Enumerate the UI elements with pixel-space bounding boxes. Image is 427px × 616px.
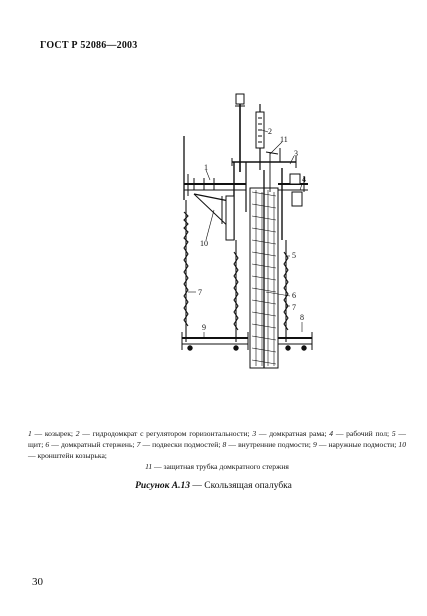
callout-7-left: 7	[198, 288, 202, 297]
legend-item-10: 10 — кронштейн козырька;	[28, 440, 406, 460]
figure-caption	[0, 481, 427, 491]
callout-4: 4	[302, 175, 306, 184]
callout-6: 6	[292, 291, 296, 300]
callout-8: 8	[300, 313, 304, 322]
callout-7-right: 7	[292, 303, 296, 312]
legend-item-5: 5 — щит;	[28, 429, 406, 449]
page-number: 30	[32, 576, 43, 588]
slipform-drawing	[170, 92, 320, 372]
legend-item-7: 7 — подвески подмостей;	[136, 440, 223, 449]
legend-item-3: 3 — домкратная рама;	[252, 429, 330, 438]
caption-label: Рисунок А.13	[135, 481, 191, 491]
legend-item-6: 6 — домкратный стержень;	[45, 440, 137, 449]
legend-item-1: 1 — козырек;	[28, 429, 76, 438]
callout-2: 2	[268, 127, 272, 136]
figure-legend	[28, 428, 406, 472]
callout-3: 3	[294, 149, 298, 158]
callout-11: 11	[280, 135, 288, 144]
caption-title: — Скользящая опалубка	[190, 481, 292, 491]
legend-item-9: 9 — наружные подмости;	[312, 440, 399, 449]
callout-5: 5	[292, 251, 296, 260]
callout-10: 10	[200, 239, 208, 248]
legend-item-4: 4 — рабочий пол;	[329, 429, 392, 438]
callout-9: 9	[202, 323, 206, 332]
slipform-diagram	[170, 92, 320, 372]
document-header: ГОСТ Р 52086—2003	[40, 40, 138, 51]
callout-1: 1	[204, 163, 208, 172]
legend-item-2: 2 — гидродомкрат с регулятором горизонтальности;	[75, 429, 253, 438]
legend-item-11: 11 — защитная трубка домкратного стержня	[145, 462, 289, 471]
legend-item-8: 8 — внутренние подмости;	[222, 440, 313, 449]
